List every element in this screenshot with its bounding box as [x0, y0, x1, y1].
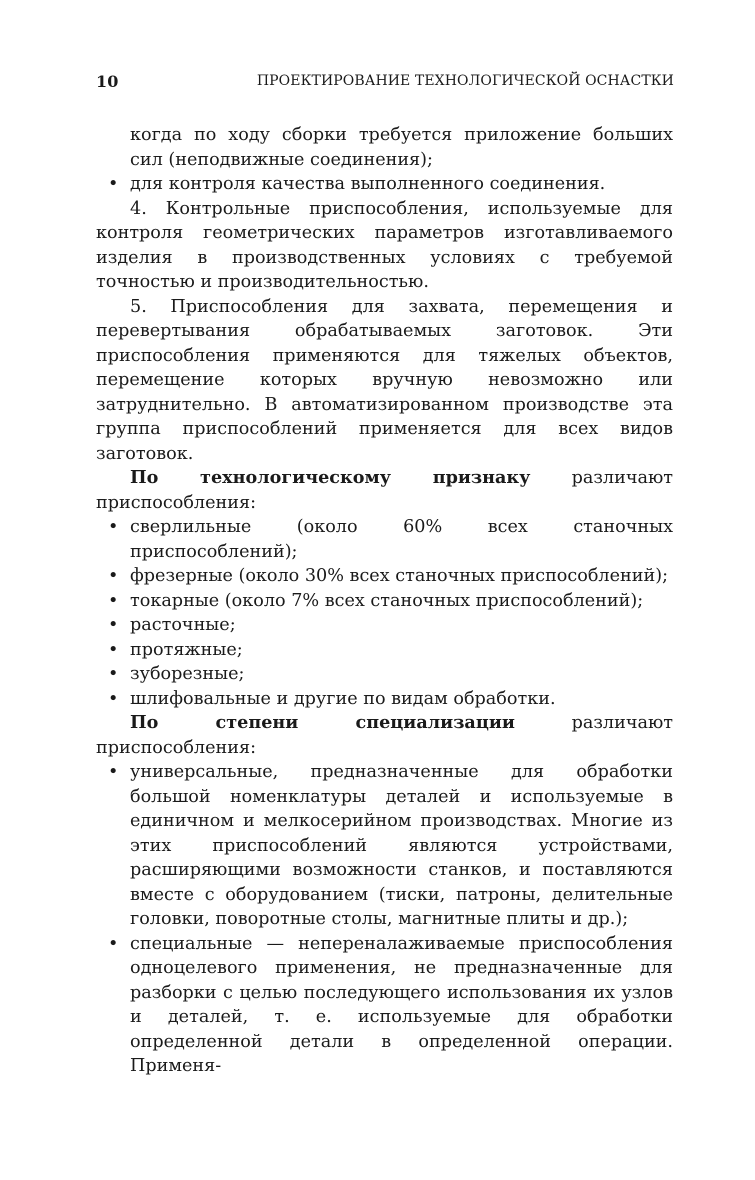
paragraph-handling-fixtures: 5. Приспособления для захвата, перемещения и перевертывания обрабатываемых заготовок. Эти приспособления применяются для тяжелых объектов, перемещение которых вручную невозможно или затруднительно. В автоматизированном производстве эта группа приспособлений применяется для всех видов заготовок.: [96, 296, 673, 464]
running-title: ПРОЕКТИРОВАНИЕ ТЕХНОЛОГИЧЕСКОЙ ОСНАСТКИ: [256, 73, 674, 89]
technological-list: [96, 515, 673, 711]
paragraph-specialization-classification: [96, 711, 673, 760]
list-item: • сверлильные (около 60% всех станочных приспособлений);: [96, 515, 673, 564]
page-number: 10: [96, 72, 119, 91]
continuation-text: когда по ходу сборки требуется приложение больших сил (неподвижные соединения);: [130, 125, 673, 170]
bullet-list-assembly: [96, 172, 673, 197]
list-item: • универсальные, предназначенные для обработки большой номенклатуры деталей и используемые в единичном и мелкосерийном производствах. Многие из этих приспособлений являются устройствами, расширяющими возможности станков, и поставляются вместе с оборудованием (тиски, патроны, делительные головки, поворотные столы, магнитные плиты и др.);: [96, 760, 673, 932]
specialization-heading: По степени специализации: [130, 712, 515, 733]
list-item: • протяжные;: [96, 638, 673, 663]
technological-heading: По технологическому признаку: [130, 467, 531, 488]
list-item: • фрезерные (около 30% всех станочных приспособлений);: [96, 564, 673, 589]
list-item: • для контроля качества выполненного соединения.: [96, 172, 673, 197]
list-item: • расточные;: [96, 613, 673, 638]
list-item: • специальные — непереналаживаемые приспособления одноцелевого применения, не предназначенные для разборки с целью последующего использования их узлов и деталей, т. е. используемые для обработки определенной детали в определенной операции. Применя-: [96, 932, 673, 1079]
paragraph-technological-classification: [96, 466, 673, 515]
list-item: • зуборезные;: [96, 662, 673, 687]
list-item: • шлифовальные и другие по видам обработки.: [96, 687, 673, 712]
paragraph-control-fixtures: 4. Контрольные приспособления, используемые для контроля геометрических параметров изготавливаемого изделия в производственных условиях с требуемой точностью и производительностью.: [96, 198, 673, 292]
technological-intro: различают приспособления:: [96, 468, 673, 513]
page-text: [96, 123, 673, 1079]
list-item: • токарные (около 7% всех станочных приспособлений);: [96, 589, 673, 614]
specialization-list: [96, 760, 673, 1079]
page-header: [96, 72, 674, 96]
specialization-intro: различают приспособления:: [96, 713, 673, 758]
